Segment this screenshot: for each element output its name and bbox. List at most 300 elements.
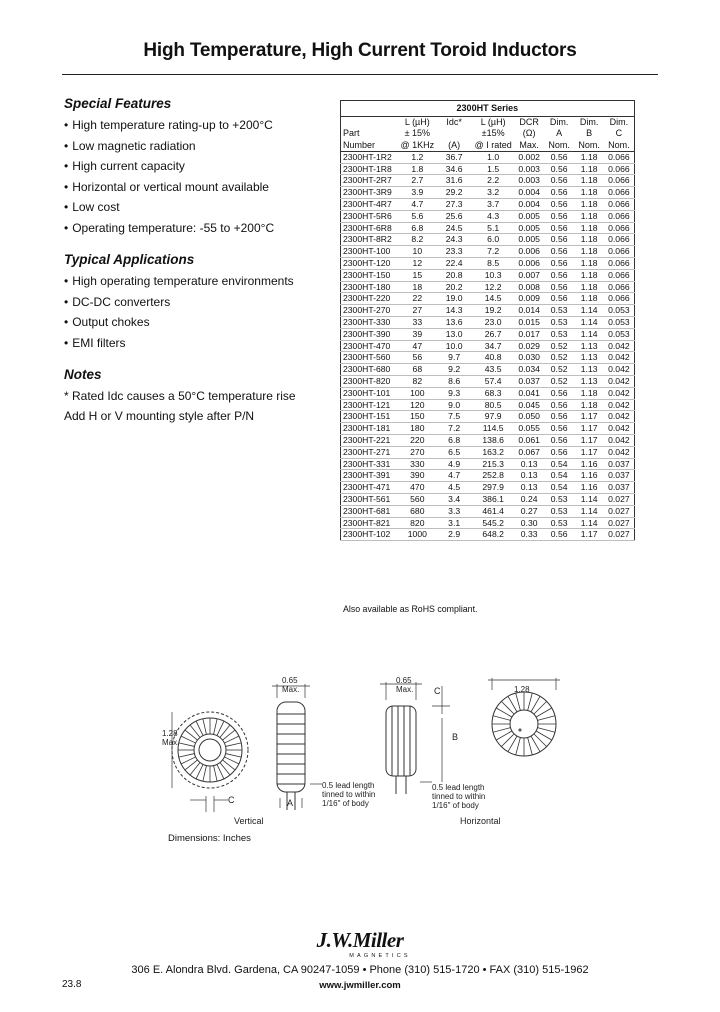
- table-cell: 33: [399, 317, 437, 329]
- table-cell: 9.2: [436, 364, 472, 376]
- table-row: [341, 423, 635, 435]
- table-cell: 3.9: [399, 187, 437, 199]
- table-row: [341, 411, 635, 423]
- table-cell: 1.18: [574, 234, 604, 246]
- table-cell: 1.17: [574, 423, 604, 435]
- table-cell: 2300HT-680: [341, 364, 399, 376]
- feature-item: • Horizontal or vertical mount available: [64, 177, 334, 198]
- table-cell: 0.042: [604, 423, 634, 435]
- table-row: [341, 529, 635, 541]
- table-cell: 6.0: [472, 234, 514, 246]
- table-cell: 0.053: [604, 328, 634, 340]
- table-cell: 2300HT-821: [341, 517, 399, 529]
- table-cell: 2300HT-561: [341, 494, 399, 506]
- vertical-width-label: 0.65: [282, 676, 298, 685]
- header-cell: [436, 128, 472, 139]
- table-cell: 27.3: [436, 199, 472, 211]
- table-row: [341, 246, 635, 258]
- table-cell: 4.3: [472, 210, 514, 222]
- header-cell: ± 15%: [404, 128, 431, 139]
- table-cell: 2300HT-101: [341, 387, 399, 399]
- table-cell: 31.6: [436, 175, 472, 187]
- table-cell: 3.4: [436, 494, 472, 506]
- application-item: • EMI filters: [64, 333, 334, 354]
- table-cell: 1.18: [574, 187, 604, 199]
- table-cell: 1.18: [574, 387, 604, 399]
- table-cell: 1.18: [574, 399, 604, 411]
- table-cell: 12.2: [472, 281, 514, 293]
- table-cell: 2300HT-150: [341, 269, 399, 281]
- table-cell: 0.005: [514, 222, 544, 234]
- table-cell: 6.8: [399, 222, 437, 234]
- table-cell: 1.13: [574, 352, 604, 364]
- table-row: [341, 376, 635, 388]
- table-cell: 297.9: [472, 482, 514, 494]
- special-features-heading: Special Features: [64, 96, 172, 111]
- table-header-row: [341, 128, 635, 139]
- table-cell: 36.7: [436, 151, 472, 163]
- vertical-height-max-label: Max.: [162, 738, 180, 747]
- table-cell: 97.9: [472, 411, 514, 423]
- table-cell: 0.52: [544, 352, 574, 364]
- header-cell: A: [556, 128, 563, 139]
- dim-c-label-vertical: C: [228, 795, 235, 805]
- table-cell: 0.002: [514, 151, 544, 163]
- table-cell: 2300HT-681: [341, 505, 399, 517]
- header-cell: (A): [436, 140, 472, 152]
- table-cell: 0.066: [604, 293, 634, 305]
- table-cell: 0.037: [604, 482, 634, 494]
- table-cell: 1.0: [472, 151, 514, 163]
- table-cell: 0.52: [544, 340, 574, 352]
- table-cell: 18: [399, 281, 437, 293]
- table-caption: 2300HT Series: [341, 101, 635, 117]
- table-cell: 648.2: [472, 529, 514, 541]
- table-row: [341, 175, 635, 187]
- table-row: [341, 494, 635, 506]
- table-cell: 1.17: [574, 446, 604, 458]
- table-row: [341, 151, 635, 163]
- table-cell: 0.56: [544, 293, 574, 305]
- table-cell: 9.3: [436, 387, 472, 399]
- table-cell: 0.042: [604, 399, 634, 411]
- table-cell: 2300HT-181: [341, 423, 399, 435]
- table-cell: 0.56: [544, 435, 574, 447]
- table-cell: 1.14: [574, 517, 604, 529]
- table-cell: 0.027: [604, 529, 634, 541]
- table-cell: 0.066: [604, 269, 634, 281]
- table-cell: 2300HT-3R9: [341, 187, 399, 199]
- table-cell: 2300HT-2R7: [341, 175, 399, 187]
- header-cell: [341, 117, 399, 129]
- table-cell: 0.56: [544, 246, 574, 258]
- table-cell: 560: [399, 494, 437, 506]
- table-row: [341, 364, 635, 376]
- rohs-note: Also available as RoHS compliant.: [343, 604, 478, 614]
- table-cell: 0.066: [604, 175, 634, 187]
- table-cell: 15: [399, 269, 437, 281]
- table-cell: 0.027: [604, 494, 634, 506]
- table-row: [341, 328, 635, 340]
- horizontal-lead-note-3: 1/16" of body: [432, 801, 479, 810]
- table-cell: 0.042: [604, 387, 634, 399]
- table-cell: 0.008: [514, 281, 544, 293]
- table-cell: 0.041: [514, 387, 544, 399]
- table-cell: 0.061: [514, 435, 544, 447]
- header-cell: Nom.: [544, 140, 574, 152]
- vertical-lead-note-2: tinned to within: [322, 790, 376, 799]
- table-cell: 150: [399, 411, 437, 423]
- table-cell: 386.1: [472, 494, 514, 506]
- table-cell: 215.3: [472, 458, 514, 470]
- table-cell: 1.14: [574, 317, 604, 329]
- table-row: [341, 269, 635, 281]
- page-number: 23.8: [62, 979, 82, 990]
- table-row: [341, 163, 635, 175]
- table-cell: 25.6: [436, 210, 472, 222]
- table-cell: 0.005: [514, 234, 544, 246]
- table-cell: 0.004: [514, 187, 544, 199]
- application-item: • DC-DC converters: [64, 292, 334, 313]
- header-cell: B: [586, 128, 593, 139]
- header-cell: @ 1KHz: [400, 139, 435, 150]
- table-cell: 0.006: [514, 246, 544, 258]
- table-cell: 20.8: [436, 269, 472, 281]
- table-cell: 0.003: [514, 163, 544, 175]
- table-cell: 0.30: [514, 517, 544, 529]
- table-cell: 22.4: [436, 258, 472, 270]
- table-cell: 27: [399, 305, 437, 317]
- table-cell: 1.13: [574, 376, 604, 388]
- table-cell: 0.066: [604, 246, 634, 258]
- table-cell: 8.5: [472, 258, 514, 270]
- dim-a-label: A: [287, 798, 294, 808]
- table-cell: 1.18: [574, 175, 604, 187]
- table-cell: 2300HT-330: [341, 317, 399, 329]
- header-cell: @ I rated: [472, 140, 514, 152]
- table-cell: 1.18: [574, 293, 604, 305]
- feature-item: • Low cost: [64, 197, 334, 218]
- vertical-height-label: 1.28: [162, 729, 178, 738]
- table-cell: 0.053: [604, 317, 634, 329]
- vertical-lead-note-3: 1/16" of body: [322, 799, 369, 808]
- horizontal-toroid-side-icon: [380, 682, 450, 794]
- table-cell: 1.17: [574, 529, 604, 541]
- table-cell: 0.066: [604, 281, 634, 293]
- table-cell: 10.3: [472, 269, 514, 281]
- feature-item: • Low magnetic radiation: [64, 136, 334, 157]
- horizontal-lead-note-1: 0.5 lead length: [432, 783, 485, 792]
- table-cell: 1.16: [574, 458, 604, 470]
- table-cell: 270: [399, 446, 437, 458]
- table-cell: 1.18: [574, 281, 604, 293]
- table-cell: 0.56: [544, 529, 574, 541]
- header-cell: Dim.: [549, 117, 569, 127]
- table-cell: 120: [399, 399, 437, 411]
- table-cell: 19.0: [436, 293, 472, 305]
- table-cell: 12: [399, 258, 437, 270]
- header-cell: L (µH): [404, 117, 430, 127]
- table-cell: 2300HT-4R7: [341, 199, 399, 211]
- table-cell: 545.2: [472, 517, 514, 529]
- table-cell: 0.56: [544, 399, 574, 411]
- table-row: [341, 482, 635, 494]
- table-cell: 0.54: [544, 470, 574, 482]
- header-cell: Idc*: [446, 117, 462, 127]
- table-cell: 39: [399, 328, 437, 340]
- table-cell: 1.13: [574, 340, 604, 352]
- table-row: [341, 305, 635, 317]
- table-cell: 1.2: [399, 151, 437, 163]
- dim-c-label-horizontal: C: [434, 686, 441, 696]
- table-cell: 2300HT-5R6: [341, 210, 399, 222]
- table-cell: 2300HT-270: [341, 305, 399, 317]
- table-cell: 0.030: [514, 352, 544, 364]
- table-cell: 2300HT-1R2: [341, 151, 399, 163]
- table-cell: 24.5: [436, 222, 472, 234]
- table-row: [341, 517, 635, 529]
- dimension-diagram: [150, 672, 530, 832]
- table-cell: 114.5: [472, 423, 514, 435]
- table-cell: 22: [399, 293, 437, 305]
- table-cell: 0.006: [514, 258, 544, 270]
- table-row: [341, 340, 635, 352]
- table-cell: 1000: [399, 529, 437, 541]
- table-cell: 3.2: [472, 187, 514, 199]
- note-line: Add H or V mounting style after P/N: [64, 409, 255, 423]
- table-cell: 57.4: [472, 376, 514, 388]
- table-cell: 8.6: [436, 376, 472, 388]
- table-cell: 9.7: [436, 352, 472, 364]
- table-cell: 4.7: [399, 199, 437, 211]
- table-cell: 56: [399, 352, 437, 364]
- header-cell: DCR: [519, 117, 539, 127]
- table-cell: 220: [399, 435, 437, 447]
- dim-b-label: B: [452, 732, 459, 742]
- table-cell: 0.042: [604, 411, 634, 423]
- table-cell: 1.18: [574, 151, 604, 163]
- table-cell: 10: [399, 246, 437, 258]
- table-cell: 680: [399, 505, 437, 517]
- feature-item: • Operating temperature: -55 to +200°C: [64, 218, 334, 239]
- table-cell: 0.53: [544, 505, 574, 517]
- table-cell: 0.53: [544, 305, 574, 317]
- table-cell: 1.18: [574, 210, 604, 222]
- horizontal-top-label: 1.28: [514, 685, 530, 694]
- table-cell: 20.2: [436, 281, 472, 293]
- company-website: www.jwmiller.com: [319, 980, 401, 991]
- table-cell: 0.54: [544, 458, 574, 470]
- table-row: [341, 458, 635, 470]
- table-cell: 2300HT-100: [341, 246, 399, 258]
- table-cell: 2300HT-271: [341, 446, 399, 458]
- table-cell: 2300HT-390: [341, 328, 399, 340]
- table-cell: 0.56: [544, 187, 574, 199]
- horizontal-width-max-label: Max.: [396, 685, 414, 694]
- table-cell: 2300HT-471: [341, 482, 399, 494]
- table-cell: 0.066: [604, 187, 634, 199]
- table-cell: 29.2: [436, 187, 472, 199]
- table-cell: 0.067: [514, 446, 544, 458]
- feature-item: • High temperature rating-up to +200°C: [64, 115, 334, 136]
- table-header-row: [341, 140, 635, 152]
- table-cell: 0.53: [544, 517, 574, 529]
- table-row: [341, 258, 635, 270]
- table-cell: 0.037: [514, 376, 544, 388]
- notes-heading: Notes: [64, 367, 102, 382]
- table-cell: 0.56: [544, 269, 574, 281]
- table-cell: 0.009: [514, 293, 544, 305]
- table-row: [341, 281, 635, 293]
- table-cell: 2300HT-331: [341, 458, 399, 470]
- table-cell: 1.14: [574, 328, 604, 340]
- dimensions-note: Dimensions: Inches: [168, 833, 251, 844]
- table-cell: 461.4: [472, 505, 514, 517]
- table-row: [341, 470, 635, 482]
- table-cell: 0.13: [514, 482, 544, 494]
- table-cell: 0.066: [604, 258, 634, 270]
- table-cell: 2300HT-820: [341, 376, 399, 388]
- vertical-toroid-side-icon: [272, 684, 322, 810]
- table-cell: 23.0: [472, 317, 514, 329]
- table-cell: 0.53: [544, 494, 574, 506]
- table-cell: 2300HT-6R8: [341, 222, 399, 234]
- table-cell: 0.56: [544, 411, 574, 423]
- table-cell: 10.0: [436, 340, 472, 352]
- table-cell: 0.017: [514, 328, 544, 340]
- table-row: [341, 387, 635, 399]
- table-cell: 0.56: [544, 423, 574, 435]
- table-cell: 2300HT-8R2: [341, 234, 399, 246]
- table-cell: 138.6: [472, 435, 514, 447]
- table-cell: 82: [399, 376, 437, 388]
- table-row: [341, 222, 635, 234]
- table-cell: 0.13: [514, 458, 544, 470]
- table-cell: 0.042: [604, 340, 634, 352]
- header-cell: Dim.: [609, 117, 629, 127]
- typical-applications-heading: Typical Applications: [64, 252, 195, 267]
- vertical-caption: Vertical: [234, 816, 264, 826]
- table-cell: 0.24: [514, 494, 544, 506]
- table-cell: 14.5: [472, 293, 514, 305]
- table-cell: 1.8: [399, 163, 437, 175]
- header-cell: Part: [343, 128, 360, 139]
- table-cell: 0.56: [544, 199, 574, 211]
- table-cell: 0.015: [514, 317, 544, 329]
- table-cell: 330: [399, 458, 437, 470]
- table-row: [341, 435, 635, 447]
- table-cell: 180: [399, 423, 437, 435]
- table-cell: 1.18: [574, 163, 604, 175]
- table-cell: 0.042: [604, 446, 634, 458]
- specifications-table: [340, 100, 635, 541]
- table-cell: 0.034: [514, 364, 544, 376]
- table-cell: 0.066: [604, 222, 634, 234]
- header-cell: Nom.: [574, 140, 604, 152]
- table-cell: 0.13: [514, 470, 544, 482]
- table-cell: 0.066: [604, 199, 634, 211]
- table-cell: 13.6: [436, 317, 472, 329]
- vertical-toroid-front-icon: [172, 712, 248, 812]
- table-cell: 0.042: [604, 376, 634, 388]
- table-cell: 2300HT-391: [341, 470, 399, 482]
- table-cell: 68: [399, 364, 437, 376]
- table-cell: 0.029: [514, 340, 544, 352]
- table-cell: 0.045: [514, 399, 544, 411]
- table-header-row: [341, 117, 635, 129]
- table-cell: 0.56: [544, 258, 574, 270]
- table-cell: 19.2: [472, 305, 514, 317]
- table-cell: 0.27: [514, 505, 544, 517]
- table-cell: 14.3: [436, 305, 472, 317]
- table-cell: 47: [399, 340, 437, 352]
- table-cell: 0.042: [604, 435, 634, 447]
- table-body: [341, 151, 635, 540]
- vertical-width-max-label: Max.: [282, 685, 300, 694]
- table-cell: 0.014: [514, 305, 544, 317]
- table-cell: 4.7: [436, 470, 472, 482]
- table-cell: 23.3: [436, 246, 472, 258]
- header-cell: L (µH): [480, 117, 506, 127]
- table-cell: 34.6: [436, 163, 472, 175]
- table-cell: 0.56: [544, 151, 574, 163]
- table-cell: 1.5: [472, 163, 514, 175]
- table-row: [341, 317, 635, 329]
- table-row: [341, 505, 635, 517]
- table-cell: 43.5: [472, 364, 514, 376]
- table-cell: 0.56: [544, 210, 574, 222]
- feature-item: • High current capacity: [64, 156, 334, 177]
- header-cell: Nom.: [604, 140, 634, 152]
- header-cell: Max.: [514, 140, 544, 152]
- vertical-lead-note-1: 0.5 lead length: [322, 781, 375, 790]
- table-cell: 0.56: [544, 222, 574, 234]
- table-cell: 0.56: [544, 163, 574, 175]
- table-cell: 2.2: [472, 175, 514, 187]
- table-cell: 0.027: [604, 505, 634, 517]
- table-cell: 252.8: [472, 470, 514, 482]
- table-cell: 7.5: [436, 411, 472, 423]
- table-cell: 2300HT-102: [341, 529, 399, 541]
- left-column: [64, 96, 334, 426]
- table-cell: 0.56: [544, 175, 574, 187]
- table-cell: 2300HT-470: [341, 340, 399, 352]
- table-cell: 1.16: [574, 470, 604, 482]
- application-item: • High operating temperature environments: [64, 271, 334, 292]
- header-cell: C: [615, 128, 623, 139]
- table-cell: 0.027: [604, 517, 634, 529]
- table-cell: 0.53: [544, 317, 574, 329]
- table-cell: 0.56: [544, 281, 574, 293]
- table-cell: 0.037: [604, 458, 634, 470]
- table-cell: 5.1: [472, 222, 514, 234]
- table-cell: 0.066: [604, 234, 634, 246]
- table-cell: 1.17: [574, 435, 604, 447]
- horizontal-lead-note-2: tinned to within: [432, 792, 486, 801]
- table-cell: 0.52: [544, 364, 574, 376]
- table-cell: 100: [399, 387, 437, 399]
- table-cell: 0.56: [544, 234, 574, 246]
- table-cell: 1.18: [574, 269, 604, 281]
- table-cell: 26.7: [472, 328, 514, 340]
- horizontal-width-label: 0.65: [396, 676, 412, 685]
- header-cell: ±15%: [481, 128, 505, 139]
- table-cell: 0.042: [604, 352, 634, 364]
- table-cell: 0.066: [604, 210, 634, 222]
- note-line: * Rated Idc causes a 50°C temperature rise: [64, 389, 296, 403]
- table-row: [341, 399, 635, 411]
- header-cell: Dim.: [579, 117, 599, 127]
